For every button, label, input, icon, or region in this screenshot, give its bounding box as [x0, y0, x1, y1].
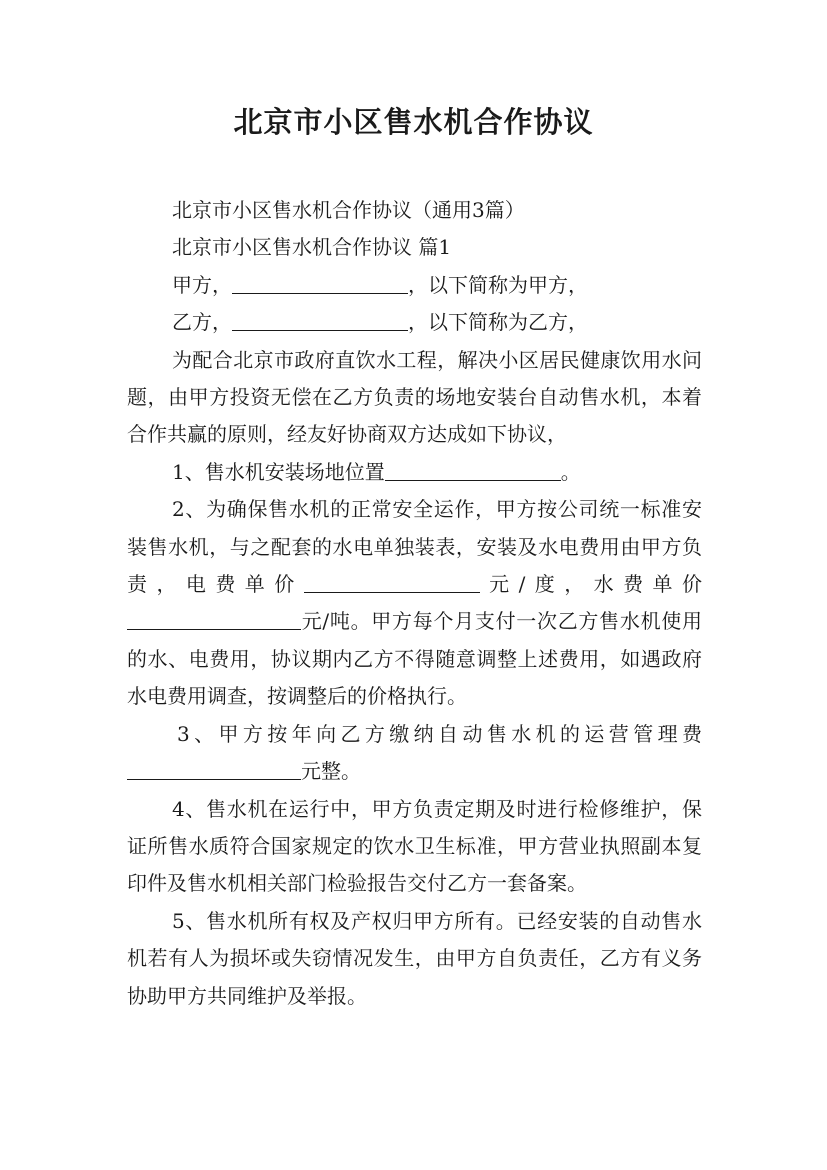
party-a-line — [127, 267, 702, 304]
clause-3-blank — [127, 759, 301, 780]
document-body — [127, 192, 702, 1015]
party-b-line — [127, 304, 702, 341]
intro-paragraph: 为配合北京市政府直饮水工程，解决小区居民健康饮用水问题，由甲方投资无偿在乙方负责的场地安装台自动售水机，本着合作共赢的原则，经友好协商双方达成如下协议， — [127, 347, 702, 447]
party-a-prefix: 甲方， — [172, 272, 232, 297]
party-b-blank — [232, 310, 408, 331]
clause-3-prefix: 3、甲方按年向乙方缴纳自动售水机的运营管理费 — [177, 721, 702, 746]
clause-2-water-blank — [127, 609, 301, 630]
clause-4: 4、售水机在运行中，甲方负责定期及时进行检修维护，保证所售水质符合国家规定的饮水卫生标准，甲方营业执照副本复印件及售水机相关部门检验报告交付乙方一套备案。 — [127, 796, 702, 896]
clause-1-blank — [385, 460, 561, 481]
clause-2 — [127, 491, 702, 715]
party-a-blank — [232, 273, 408, 294]
clause-3 — [127, 716, 702, 791]
clause-2-part2: 元/度，水费单价 — [479, 572, 702, 597]
document-title: 北京市小区售水机合作协议 — [233, 105, 594, 139]
party-b-suffix: ，以下简称为乙方， — [408, 310, 588, 335]
clause-1-prefix: 1、售水机安装场地位置 — [172, 459, 385, 484]
section-heading: 北京市小区售水机合作协议 篇1 — [172, 235, 452, 260]
clause-1 — [127, 454, 702, 491]
clause-2-part3: 元/吨。甲方每个月支付一次乙方售水机使用的水、电费用，协议期内乙方不得随意调整上述费用，如遇政府水电费用调查，按调整后的价格执行。 — [127, 609, 702, 709]
document-subtitle: 北京市小区售水机合作协议（通用3篇） — [172, 198, 525, 222]
clause-5: 5、售水机所有权及产权归甲方所有。已经安装的自动售水机若有人为损坏或失窃情况发生，由甲方自负责任，乙方有义务协助甲方共同维护及举报。 — [127, 908, 702, 1008]
clause-2-part1: 2、为确保售水机的正常安全运作，甲方按公司统一标准安装售水机，与之配套的水电单独装表，安装及水电费用由甲方负责，电费单价 — [127, 497, 702, 597]
party-b-prefix: 乙方， — [172, 310, 232, 335]
party-a-suffix: ，以下简称为甲方， — [408, 272, 588, 297]
clause-3-suffix: 元整。 — [301, 759, 361, 784]
clause-2-electricity-blank — [304, 572, 480, 593]
clause-1-suffix: 。 — [560, 459, 581, 484]
